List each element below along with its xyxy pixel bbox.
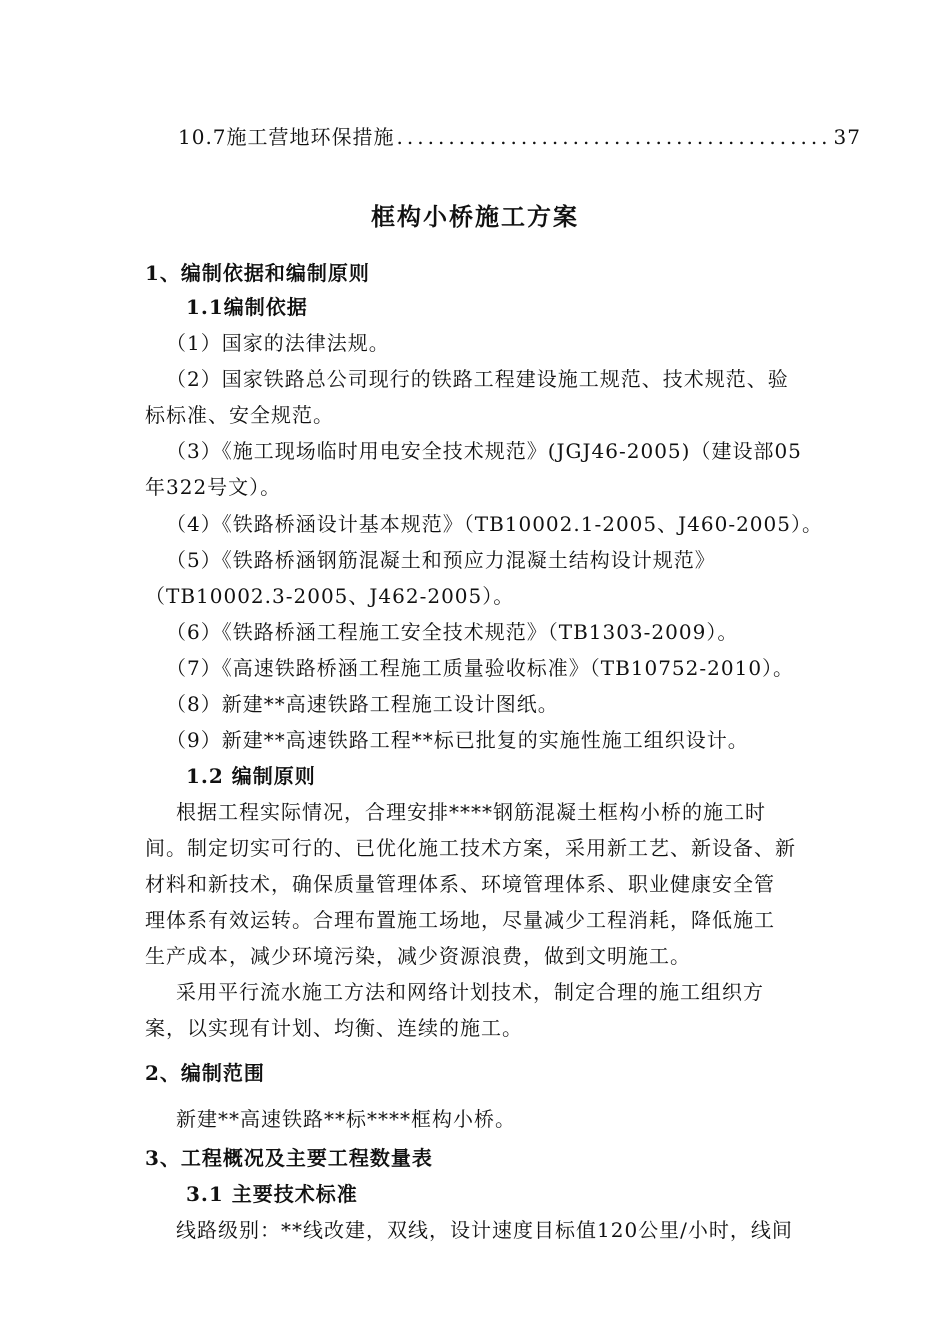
principles-line-1: 根据工程实际情况，合理安排****钢筋混凝土框构小桥的施工时: [176, 800, 766, 824]
basis-item-5-cont: （TB10002.3-2005、J462-2005）。: [145, 584, 515, 608]
basis-item-5: （5）《铁路桥涵钢筋混凝土和预应力混凝土结构设计规范》: [166, 548, 716, 572]
section-1-2-heading: 1.2 编制原则: [186, 764, 316, 788]
basis-item-9: （9）新建**高速铁路工程**标已批复的实施性施工组织设计。: [166, 728, 749, 752]
section-1-heading: 1、编制依据和编制原则: [145, 261, 370, 285]
toc-entry-text: 10.7施工营地环保措施: [178, 125, 395, 149]
principles-line-2: 间。制定切实可行的、已优化施工技术方案，采用新工艺、新设备、新: [145, 836, 796, 860]
principles-line-5: 生产成本，减少环境污染，减少资源浪费，做到文明施工。: [145, 944, 691, 968]
section-3-1-heading: 3.1 主要技术标准: [186, 1182, 358, 1206]
scope-text: 新建**高速铁路**标****框构小桥。: [176, 1107, 516, 1131]
document-title: 框构小桥施工方案: [371, 202, 579, 231]
toc-entry[interactable]: [178, 124, 861, 150]
basis-item-3: （3）《施工现场临时用电安全技术规范》(JGJ46-2005)（建设部05: [166, 439, 802, 463]
basis-item-4: （4）《铁路桥涵设计基本规范》（TB10002.1-2005、J460-2005）。: [166, 512, 823, 536]
basis-item-7: （7）《高速铁路桥涵工程施工质量验收标准》（TB10752-2010）。: [166, 656, 795, 680]
section-1-1-heading: 1.1编制依据: [186, 295, 308, 319]
principles-line-6: 采用平行流水施工方法和网络计划技术，制定合理的施工组织方: [176, 980, 764, 1004]
principles-line-3: 材料和新技术，确保质量管理体系、环境管理体系、职业健康安全管: [145, 872, 775, 896]
standard-line: 线路级别：**线改建，双线，设计速度目标值120公里/小时，线间: [176, 1218, 793, 1242]
principles-line-4: 理体系有效运转。合理布置施工场地，尽量减少工程消耗，降低施工: [145, 908, 775, 932]
section-3-heading: 3、工程概况及主要工程数量表: [145, 1146, 433, 1170]
section-2-heading: 2、编制范围: [145, 1061, 265, 1085]
toc-leader-dots: ..........................................: [396, 125, 832, 149]
toc-page-number: 37: [833, 125, 861, 149]
basis-item-6: （6）《铁路桥涵工程施工安全技术规范》（TB1303-2009）。: [166, 620, 739, 644]
basis-item-2-cont: 标标准、安全规范。: [145, 403, 334, 427]
basis-item-1: （1）国家的法律法规。: [166, 331, 390, 355]
basis-item-2: （2）国家铁路总公司现行的铁路工程建设施工规范、技术规范、验: [166, 367, 789, 391]
basis-item-3-cont: 年322号文）。: [145, 475, 282, 499]
principles-line-7: 案，以实现有计划、均衡、连续的施工。: [145, 1016, 523, 1040]
basis-item-8: （8）新建**高速铁路工程施工设计图纸。: [166, 692, 559, 716]
